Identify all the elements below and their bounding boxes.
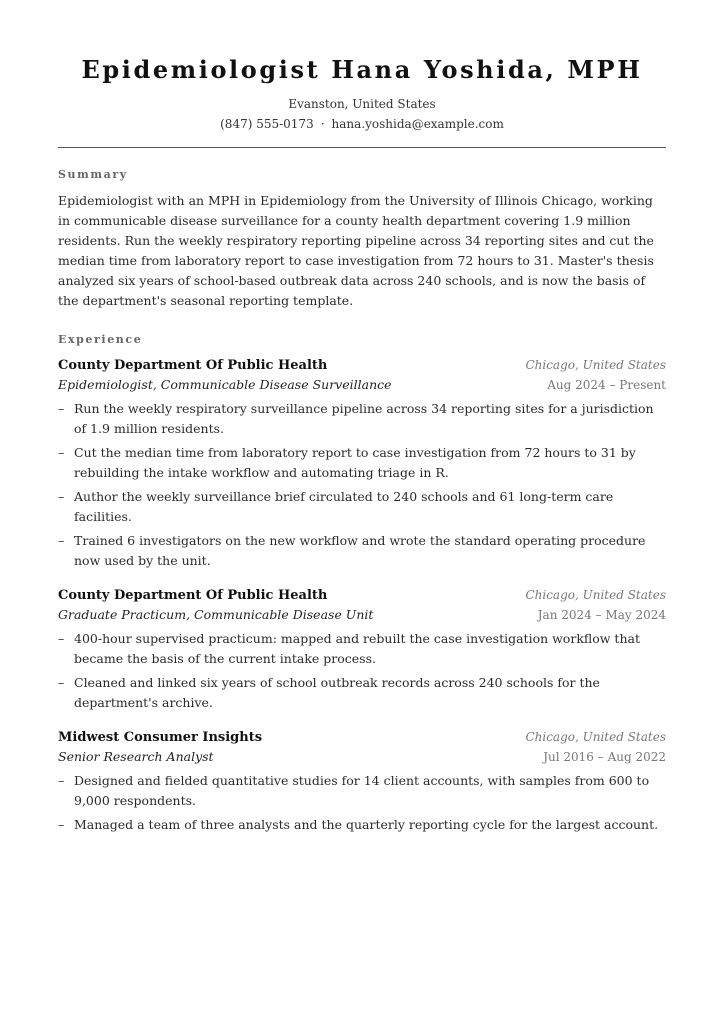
bullet-marker: – xyxy=(58,401,65,416)
job-company: Midwest Consumer Insights xyxy=(58,730,263,745)
job-entry xyxy=(58,728,666,835)
job-bullet xyxy=(58,771,666,811)
header-divider xyxy=(58,147,666,148)
bullet-text: Trained 6 investigators on the new workflow and wrote the standard operating procedure now used by the unit. xyxy=(74,533,646,568)
bullet-text: Managed a team of three analysts and the quarterly reporting cycle for the largest account. xyxy=(74,817,659,832)
bullet-marker: – xyxy=(58,533,65,548)
job-role-row xyxy=(58,375,666,395)
job-location: Chicago, United States xyxy=(525,730,666,744)
bullet-text: Author the weekly surveillance brief circulated to 240 schools and 61 long-term care facilities. xyxy=(74,489,614,524)
job-entry xyxy=(58,356,666,571)
job-entry xyxy=(58,586,666,713)
job-bullet xyxy=(58,629,666,669)
job-bullet xyxy=(58,443,666,483)
job-header-row xyxy=(58,356,666,375)
summary-section xyxy=(58,168,666,311)
contact-line xyxy=(58,116,666,132)
job-bullet xyxy=(58,399,666,439)
experience-section xyxy=(58,333,666,835)
summary-text: Epidemiologist with an MPH in Epidemiology from the University of Illinois Chicago, working in communicable disease surveillance for a county health department covering 1.9 million residents. Run the weekly respiratory reporting pipeline across 34 reporting sites and cut the median time from laboratory report to case investigation from 72 hours to 31. Master's thesis analyzed six years of school-based outbreak data across 240 schools, and is now the basis of the department's seasonal reporting template. xyxy=(58,193,654,308)
bullet-marker: – xyxy=(58,773,65,788)
bullet-text: Run the weekly respiratory surveillance pipeline across 34 reporting sites for a jurisdiction of 1.9 million residents. xyxy=(74,401,654,436)
job-bullet xyxy=(58,815,666,835)
job-company: County Department Of Public Health xyxy=(58,588,328,603)
bullet-text: Designed and fielded quantitative studies for 14 client accounts, with samples from 600 to 9,000 respondents. xyxy=(74,773,650,808)
resume-header xyxy=(58,0,666,132)
job-role-row xyxy=(58,605,666,625)
job-bullets xyxy=(58,771,666,835)
job-role-row xyxy=(58,747,666,767)
job-dates: Jul 2016 – Aug 2022 xyxy=(543,750,666,764)
candidate-location: Evanston, United States xyxy=(288,97,436,111)
job-bullet xyxy=(58,531,666,571)
bullet-text: Cut the median time from laboratory report to case investigation from 72 hours to 31 by rebuilding the intake workflow and automating triage in R. xyxy=(74,445,636,480)
bullet-text: 400-hour supervised practicum: mapped and rebuilt the case investigation workflow that became the basis of the current intake process. xyxy=(74,631,640,666)
experience-heading: Experience xyxy=(58,333,143,346)
job-role: Graduate Practicum, Communicable Disease Unit xyxy=(58,607,374,622)
bullet-marker: – xyxy=(58,631,65,646)
bullet-text: Cleaned and linked six years of school outbreak records across 240 schools for the department's archive. xyxy=(74,675,600,710)
job-role: Epidemiologist, Communicable Disease Surveillance xyxy=(58,377,392,392)
email-address: hana.yoshida@example.com xyxy=(331,117,504,131)
contact-separator: · xyxy=(320,117,325,131)
job-dates: Jan 2024 – May 2024 xyxy=(537,608,666,622)
candidate-name: Epidemiologist Hana Yoshida, MPH xyxy=(81,55,643,84)
job-dates: Aug 2024 – Present xyxy=(547,378,666,392)
job-location: Chicago, United States xyxy=(525,358,666,372)
bullet-marker: – xyxy=(58,489,65,504)
job-bullet xyxy=(58,673,666,713)
job-bullets xyxy=(58,399,666,571)
job-header-row xyxy=(58,586,666,605)
job-bullets xyxy=(58,629,666,713)
bullet-marker: – xyxy=(58,817,65,832)
job-location: Chicago, United States xyxy=(525,588,666,602)
job-company: County Department Of Public Health xyxy=(58,358,328,373)
summary-heading: Summary xyxy=(58,168,128,181)
job-role: Senior Research Analyst xyxy=(58,749,214,764)
phone-number: (847) 555-0173 xyxy=(220,117,314,131)
job-header-row xyxy=(58,728,666,747)
bullet-marker: – xyxy=(58,445,65,460)
bullet-marker: – xyxy=(58,675,65,690)
job-bullet xyxy=(58,487,666,527)
